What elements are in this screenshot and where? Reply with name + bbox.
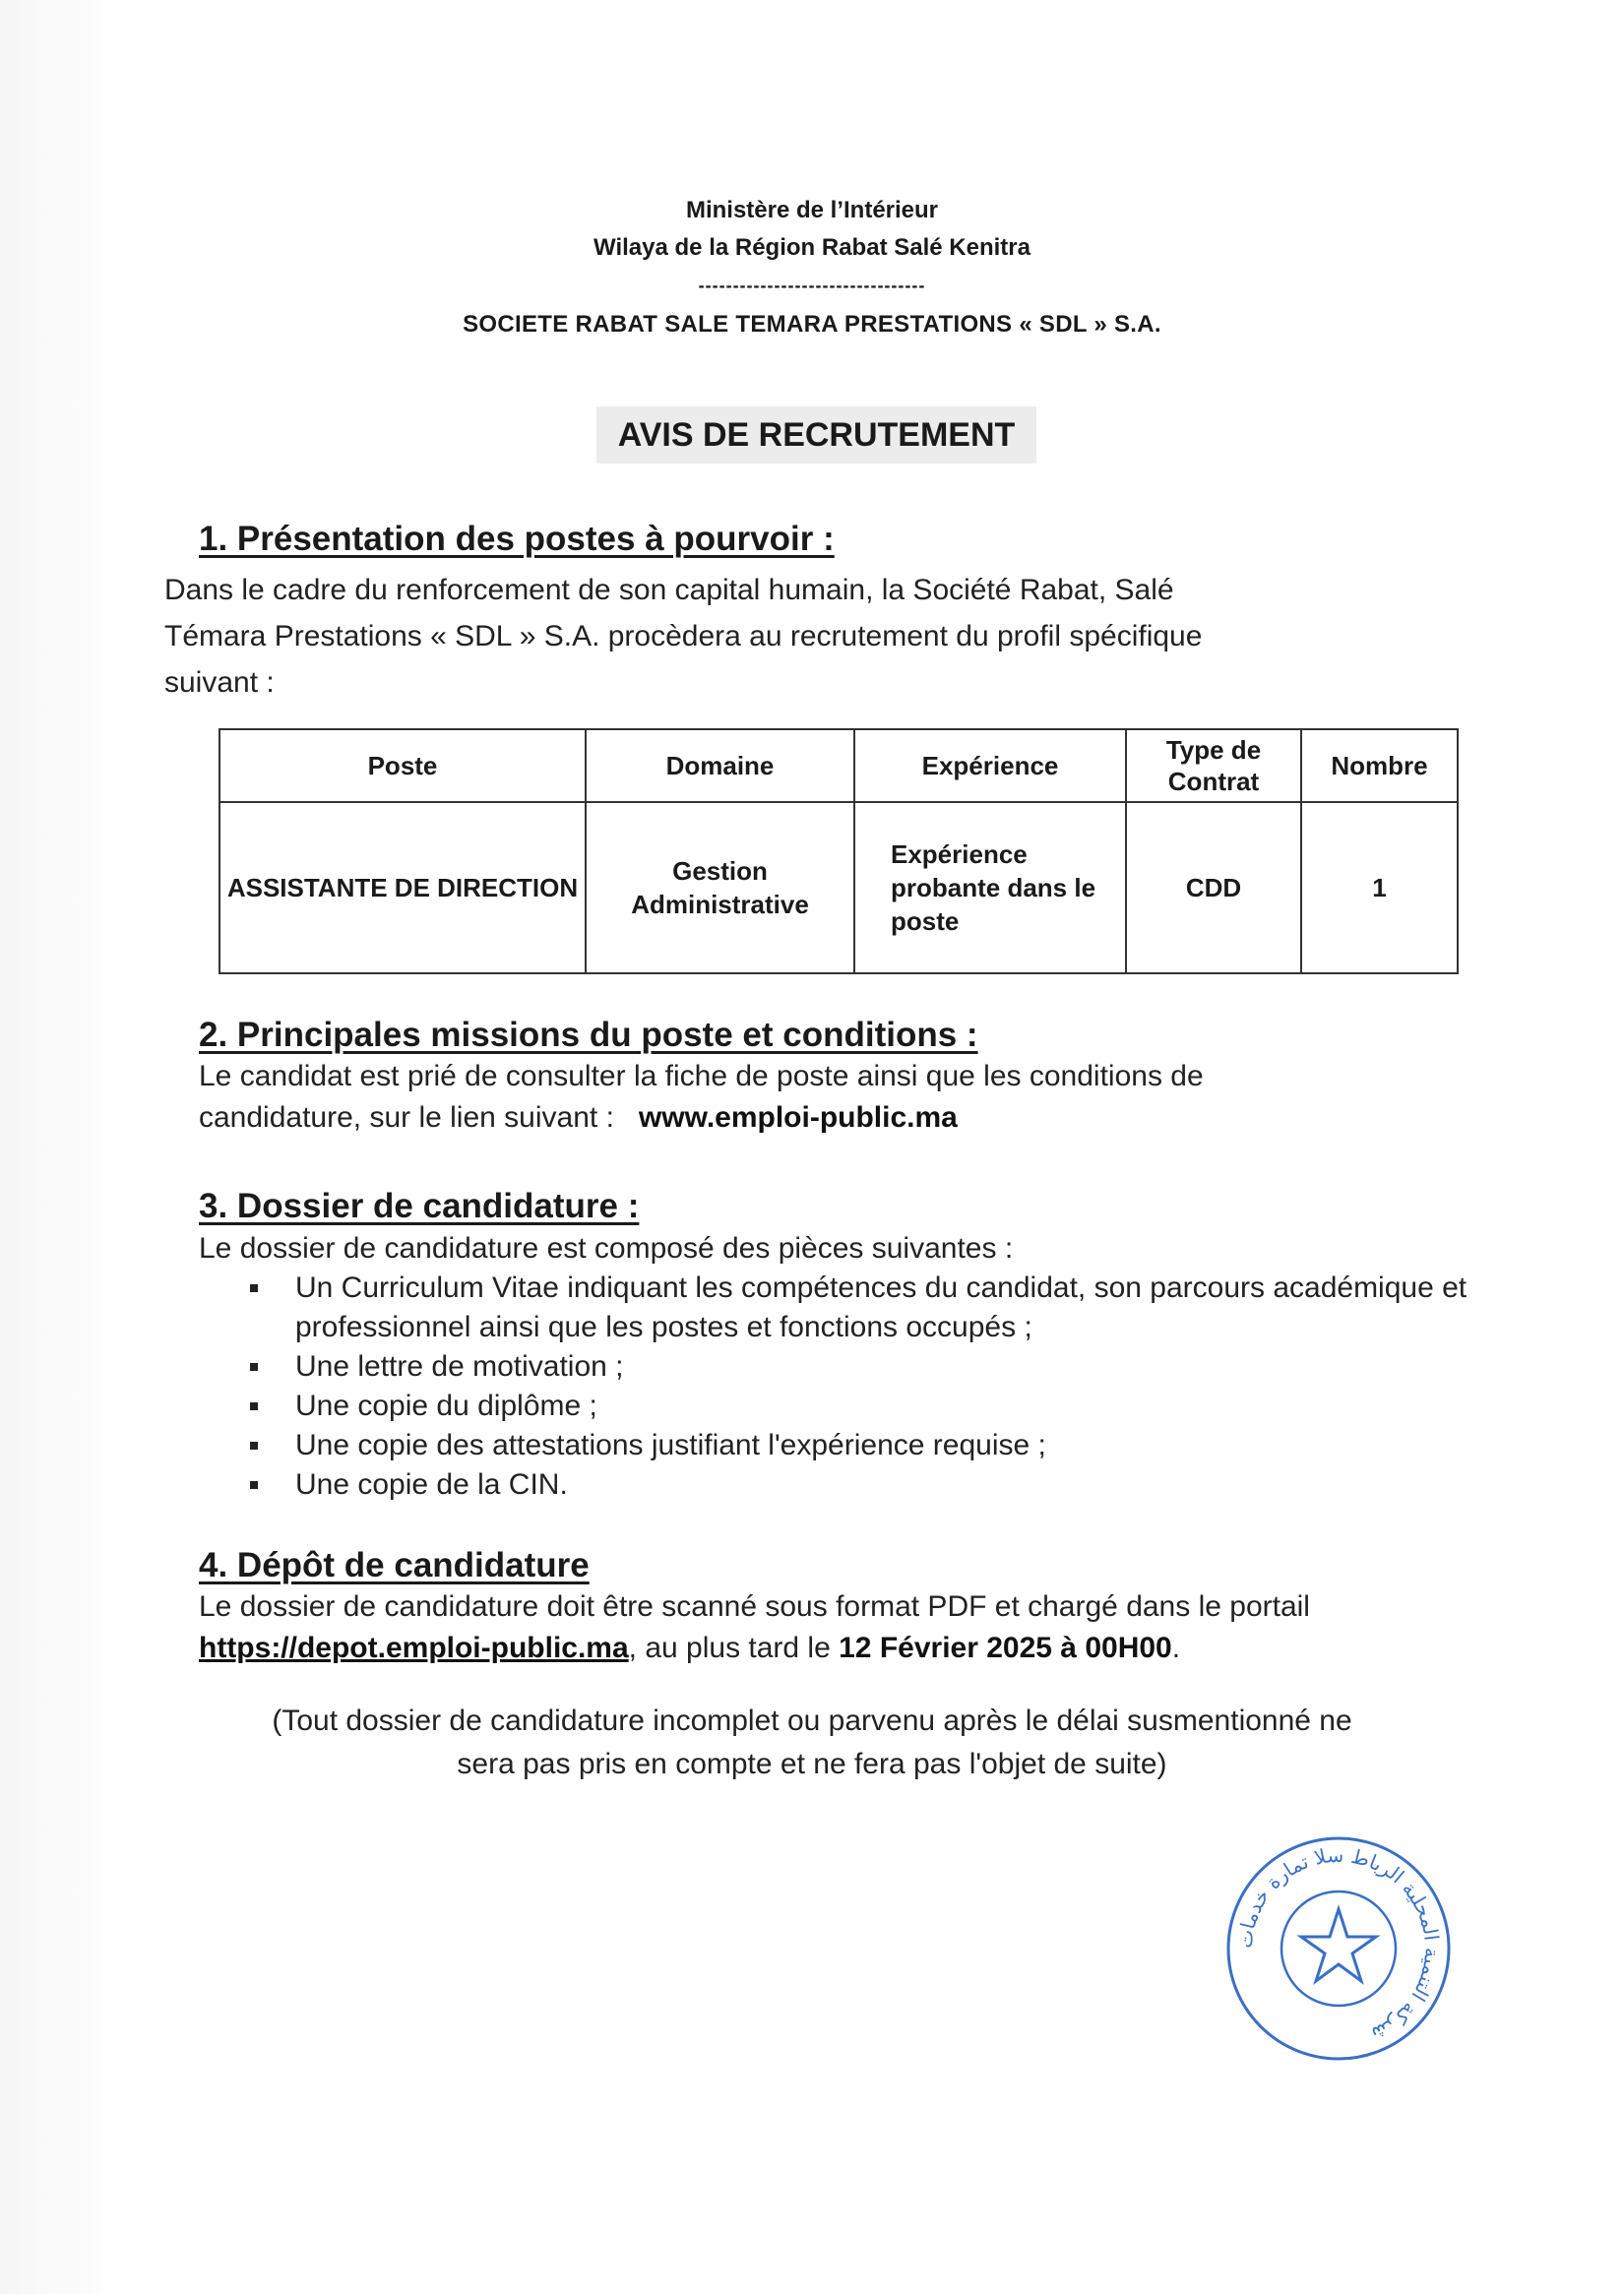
list-item: Une copie du diplôme ; <box>248 1387 1478 1426</box>
emploi-public-link[interactable]: www.emploi-public.ma <box>638 1101 958 1134</box>
section-1-line: Témara Prestations « SDL » S.A. procèdera au recrutement du profil spécifique <box>164 620 1203 652</box>
incomplete-file-note: (Tout dossier de candidature incomplet ou parvenu après le délai susmentionné ne sera pas pris en compte et ne fera pas l'objet de suite) <box>272 1705 1352 1780</box>
bullet-icon <box>250 1402 258 1410</box>
list-item: Un Curriculum Vitae indiquant les compétences du candidat, son parcours académique et professionnel ainsi que les postes et fonctions occupés ; <box>248 1269 1478 1347</box>
document-title: AVIS DE RECRUTEMENT <box>596 406 1036 464</box>
section-2-line: Le candidat est prié de consulter la fiche de poste ainsi que les conditions de <box>199 1060 1204 1092</box>
bullet-icon <box>250 1442 258 1450</box>
section-4-line: Le dossier de candidature doit être scanné sous format PDF et chargé dans le portail <box>199 1590 1310 1623</box>
header-separator: --------------------------------- <box>698 276 926 295</box>
table-header-cell: Expérience <box>854 729 1126 802</box>
table-header-cell: Type de Contrat <box>1126 729 1301 802</box>
depot-portal-link[interactable]: https://depot.emploi-public.ma <box>199 1632 629 1664</box>
list-item: Une copie de la CIN. <box>248 1465 1478 1505</box>
scan-edge-shadow <box>0 0 123 2294</box>
table-header-cell: Nombre <box>1301 729 1458 802</box>
wilaya-header: Wilaya de la Région Rabat Salé Kenitra <box>593 234 1031 261</box>
table-header-cell: Poste <box>219 729 586 802</box>
table-cell-experience: Expérience probante dans le poste <box>854 802 1126 973</box>
table-row <box>219 802 1458 973</box>
documents-list <box>248 1269 1478 1505</box>
table-cell-nombre: 1 <box>1301 802 1458 973</box>
section-3-title: 3. Dossier de candidature : <box>199 1187 640 1225</box>
section-1-text <box>164 567 1444 706</box>
bullet-icon <box>250 1284 258 1292</box>
stamp-seal-icon <box>1220 1830 1457 2067</box>
list-item: Une lettre de motivation ; <box>248 1347 1478 1387</box>
company-stamp <box>1220 1830 1457 2067</box>
deadline: 12 Février 2025 à 00H00 <box>839 1632 1172 1664</box>
section-2-line: candidature, sur le lien suivant : www.emploi-public.ma <box>199 1101 958 1134</box>
table-cell-poste: ASSISTANTE DE DIRECTION <box>219 802 586 973</box>
section-2-text <box>199 1056 1478 1139</box>
section-4-text <box>199 1586 1478 1669</box>
bullet-icon <box>250 1481 258 1489</box>
table-cell-domaine: Gestion Administrative <box>586 802 854 973</box>
ministry-header: Ministère de l’Intérieur <box>685 197 939 223</box>
table-header-row <box>219 729 1458 802</box>
positions-table <box>219 728 1459 974</box>
bullet-icon <box>250 1363 258 1371</box>
section-1-line: Dans le cadre du renforcement de son capital humain, la Société Rabat, Salé <box>164 574 1174 606</box>
table-cell-contrat: CDD <box>1126 802 1301 973</box>
section-1-line: suivant : <box>164 666 275 699</box>
section-4-line: https://depot.emploi-public.ma, au plus tard le 12 Février 2025 à 00H00. <box>199 1632 1181 1664</box>
list-item: Une copie des attestations justifiant l'expérience requise ; <box>248 1426 1478 1465</box>
section-3-intro: Le dossier de candidature est composé des pièces suivantes : <box>199 1232 1014 1265</box>
section-2-title: 2. Principales missions du poste et conditions : <box>199 1016 978 1054</box>
table-header-cell: Domaine <box>586 729 854 802</box>
section-1-title: 1. Présentation des postes à pourvoir : <box>199 520 835 558</box>
section-4-title: 4. Dépôt de candidature <box>199 1546 590 1584</box>
svg-text:شركة التنمية المحلية الرباط سل: شركة التنمية المحلية الرباط سلا تمارة خدمات <box>1232 1842 1445 2047</box>
company-header: SOCIETE RABAT SALE TEMARA PRESTATIONS « SDL » S.A. <box>463 311 1161 338</box>
